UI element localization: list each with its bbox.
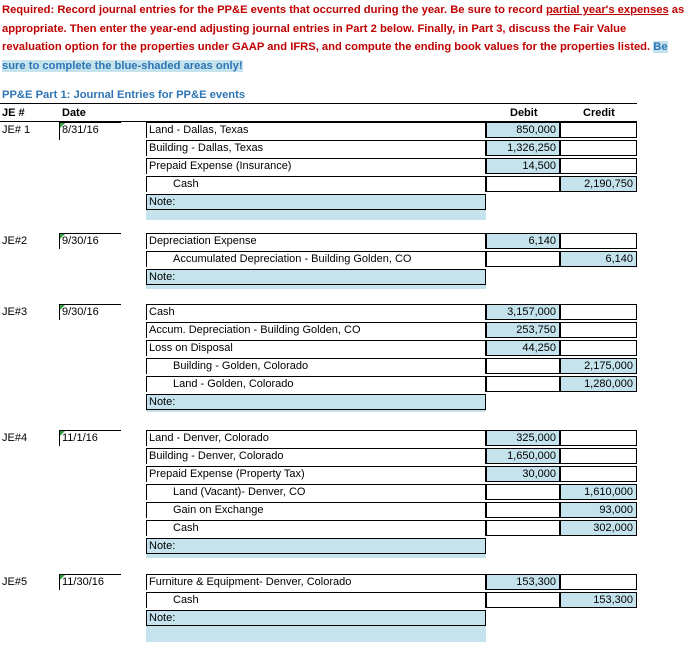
instructions-text-2: as appropriate. Then enter the year-end adjusting journal entries in Part 2 below. Finally, in Part 3, discuss the Fair Value revaluation option for the properties under GAAP and IFRS, and compute the ending book values for the properties listed. bbox=[2, 4, 685, 53]
account-line: Land - Denver, Colorado bbox=[146, 430, 486, 446]
debit-cell[interactable] bbox=[486, 502, 560, 518]
header-date: Date bbox=[62, 107, 86, 119]
instructions-highlight: Be sure to complete the blue-shaded areas only! bbox=[2, 41, 668, 72]
instructions-text-1: Required: Record journal entries for the PP&E events that occurred during the year. Be sure to record bbox=[2, 4, 546, 16]
debit-cell[interactable]: 44,250 bbox=[486, 340, 560, 356]
debit-cell[interactable]: 30,000 bbox=[486, 466, 560, 482]
debit-cell[interactable] bbox=[486, 520, 560, 536]
credit-cell[interactable] bbox=[560, 140, 637, 156]
account-line: Building - Dallas, Texas bbox=[146, 140, 486, 156]
debit-cell[interactable] bbox=[486, 358, 560, 374]
account-line: Prepaid Expense (Property Tax) bbox=[146, 466, 486, 482]
je-date: 9/30/16 bbox=[59, 233, 121, 249]
je-number: JE#2 bbox=[2, 235, 28, 247]
account-line: Land - Dallas, Texas bbox=[146, 122, 486, 138]
header-top-rule bbox=[0, 103, 637, 104]
account-line: Land - Golden, Colorado bbox=[146, 376, 486, 392]
credit-cell[interactable]: 6,140 bbox=[560, 251, 637, 267]
credit-cell[interactable] bbox=[560, 466, 637, 482]
credit-cell[interactable]: 2,190,750 bbox=[560, 176, 637, 192]
debit-cell[interactable] bbox=[486, 251, 560, 267]
debit-cell[interactable] bbox=[486, 592, 560, 608]
account-line: Prepaid Expense (Insurance) bbox=[146, 158, 486, 174]
debit-cell[interactable] bbox=[486, 484, 560, 500]
note-field-extension[interactable] bbox=[146, 554, 486, 558]
debit-cell[interactable] bbox=[486, 176, 560, 192]
debit-cell[interactable]: 850,000 bbox=[486, 122, 560, 138]
note-field[interactable]: Note: bbox=[146, 538, 486, 554]
debit-cell[interactable]: 325,000 bbox=[486, 430, 560, 446]
credit-cell[interactable]: 1,280,000 bbox=[560, 376, 637, 392]
note-field[interactable]: Note: bbox=[146, 610, 486, 626]
credit-cell[interactable]: 1,610,000 bbox=[560, 484, 637, 500]
debit-cell[interactable]: 153,300 bbox=[486, 574, 560, 590]
account-line: Cash bbox=[146, 304, 486, 320]
account-line: Land (Vacant)- Denver, CO bbox=[146, 484, 486, 500]
credit-cell[interactable]: 93,000 bbox=[560, 502, 637, 518]
account-line: Accum. Depreciation - Building Golden, CO bbox=[146, 322, 486, 338]
debit-cell[interactable]: 1,650,000 bbox=[486, 448, 560, 464]
je-number: JE#5 bbox=[2, 576, 28, 588]
header-credit: Credit bbox=[583, 107, 615, 119]
je-date: 11/1/16 bbox=[59, 430, 121, 446]
note-field[interactable]: Note: bbox=[146, 194, 486, 210]
credit-cell[interactable] bbox=[560, 233, 637, 249]
debit-cell[interactable] bbox=[486, 376, 560, 392]
je-number: JE#3 bbox=[2, 306, 28, 318]
account-line: Cash bbox=[146, 592, 486, 608]
credit-cell[interactable] bbox=[560, 574, 637, 590]
account-line: Cash bbox=[146, 520, 486, 536]
section-title: PP&E Part 1: Journal Entries for PP&E events bbox=[2, 89, 246, 101]
je-date: 8/31/16 bbox=[59, 122, 121, 138]
account-line: Building - Golden, Colorado bbox=[146, 358, 486, 374]
credit-cell[interactable]: 153,300 bbox=[560, 592, 637, 608]
account-line: Depreciation Expense bbox=[146, 233, 486, 249]
account-line: Building - Denver, Colorado bbox=[146, 448, 486, 464]
note-field[interactable]: Note: bbox=[146, 394, 486, 410]
credit-cell[interactable] bbox=[560, 448, 637, 464]
je-number: JE# 1 bbox=[2, 124, 31, 136]
debit-cell[interactable]: 253,750 bbox=[486, 322, 560, 338]
note-field-extension[interactable] bbox=[146, 410, 486, 412]
credit-cell[interactable] bbox=[560, 340, 637, 356]
date-divider bbox=[59, 122, 60, 140]
note-field-extension[interactable] bbox=[146, 626, 486, 642]
account-line: Cash bbox=[146, 176, 486, 192]
note-field-extension[interactable] bbox=[146, 285, 486, 289]
header-je: JE # bbox=[2, 107, 25, 119]
account-line: Gain on Exchange bbox=[146, 502, 486, 518]
credit-cell[interactable] bbox=[560, 122, 637, 138]
debit-cell[interactable]: 14,500 bbox=[486, 158, 560, 174]
instructions-underlined: partial year's expenses bbox=[545, 4, 669, 16]
instructions bbox=[2, 1, 686, 75]
note-field-extension[interactable] bbox=[146, 210, 486, 220]
debit-cell[interactable]: 6,140 bbox=[486, 233, 560, 249]
account-line: Accumulated Depreciation - Building Golden, CO bbox=[146, 251, 486, 267]
je-date: 9/30/16 bbox=[59, 304, 121, 320]
je-date: 11/30/16 bbox=[59, 574, 121, 590]
credit-cell[interactable] bbox=[560, 322, 637, 338]
je-number: JE#4 bbox=[2, 432, 28, 444]
credit-cell[interactable]: 302,000 bbox=[560, 520, 637, 536]
credit-cell[interactable] bbox=[560, 304, 637, 320]
note-field[interactable]: Note: bbox=[146, 269, 486, 285]
credit-cell[interactable] bbox=[560, 158, 637, 174]
debit-cell[interactable]: 1,326,250 bbox=[486, 140, 560, 156]
debit-cell[interactable]: 3,157,000 bbox=[486, 304, 560, 320]
account-line: Loss on Disposal bbox=[146, 340, 486, 356]
credit-cell[interactable] bbox=[560, 430, 637, 446]
credit-cell[interactable]: 2,175,000 bbox=[560, 358, 637, 374]
header-debit: Debit bbox=[510, 107, 538, 119]
account-line: Furniture & Equipment- Denver, Colorado bbox=[146, 574, 486, 590]
